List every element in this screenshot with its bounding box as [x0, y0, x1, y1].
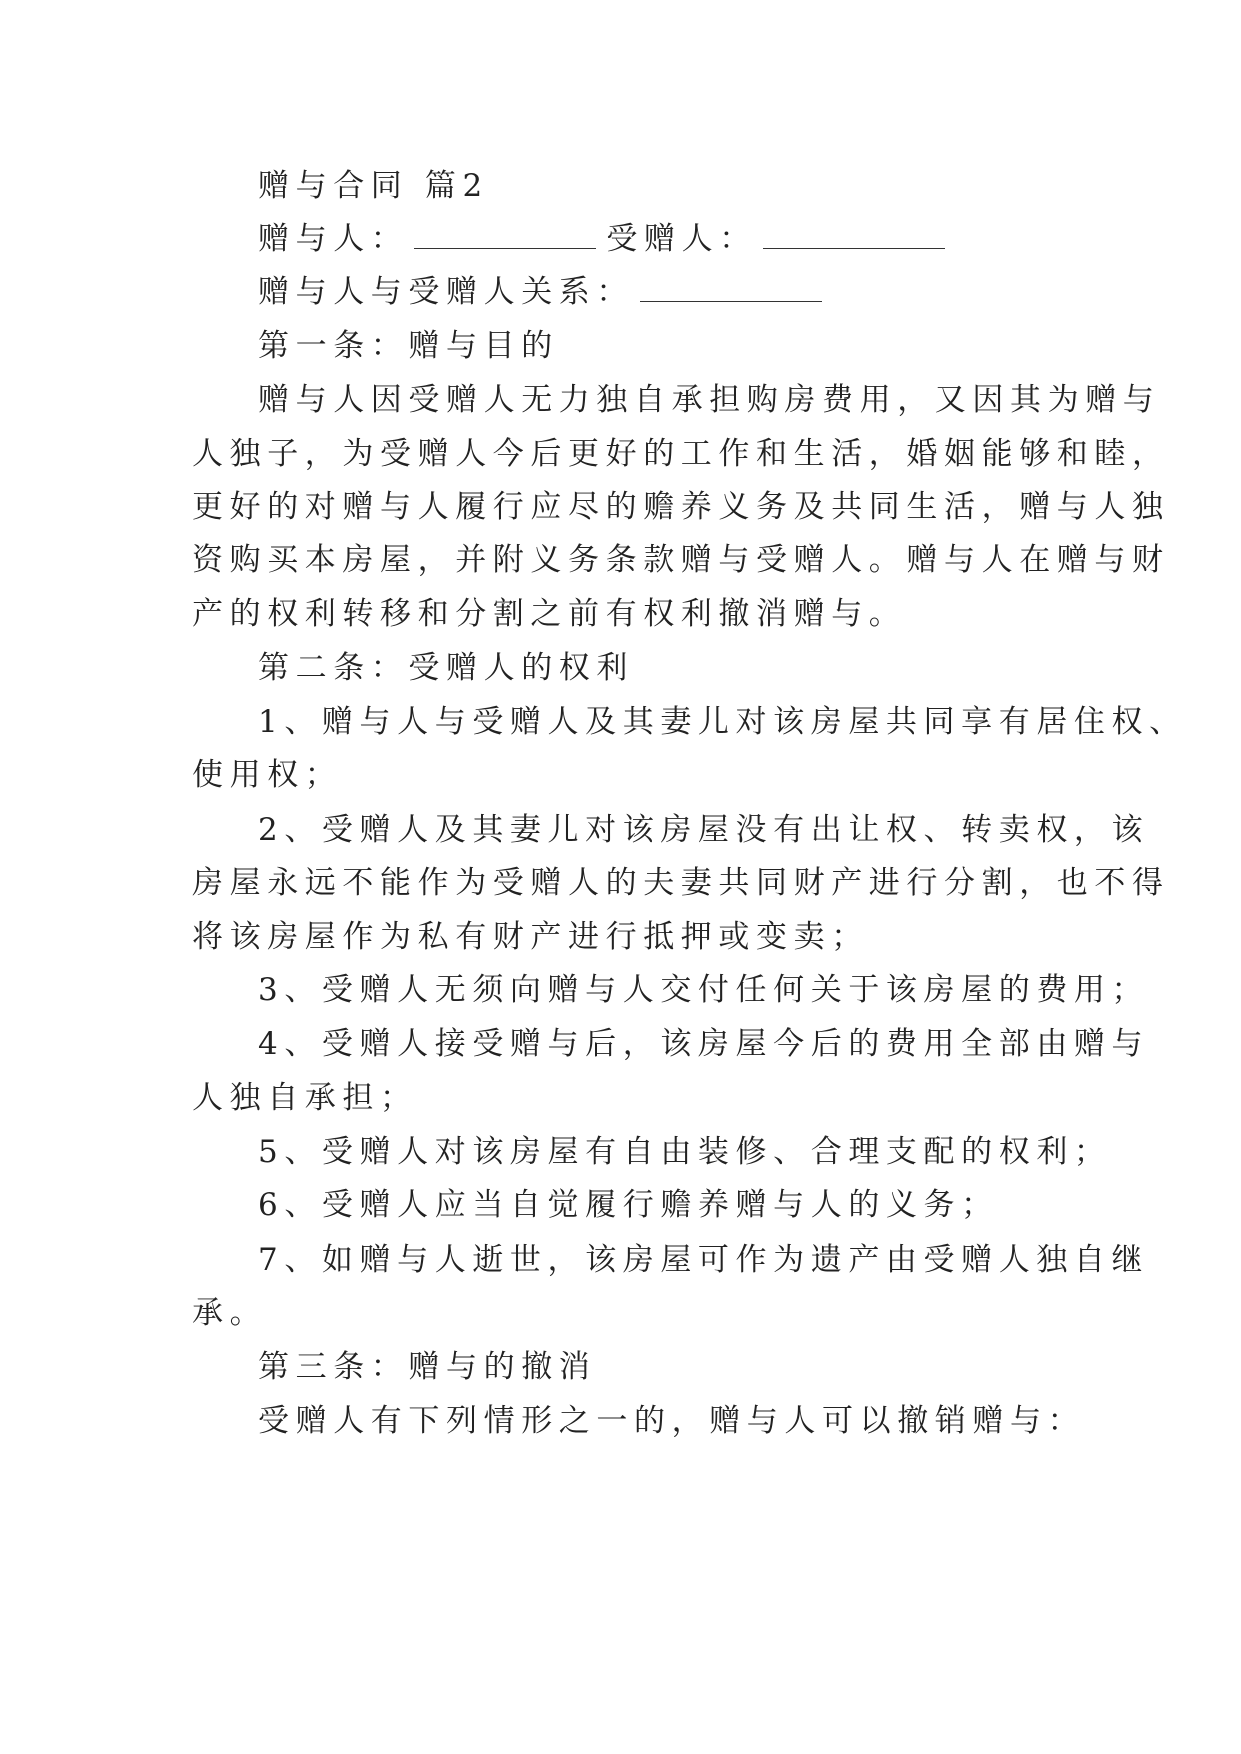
relation-label: 赠与人与受赠人关系：	[258, 274, 634, 310]
donor-label: 赠与人：	[258, 221, 409, 257]
article1-line: 资购买本房屋，并附义务条款赠与受赠人。赠与人在赠与财	[192, 542, 1170, 578]
donee-label: 受赠人：	[606, 221, 757, 257]
article2-item-line: 2、受赠人及其妻儿对该房屋没有出让权、转卖权，该	[258, 812, 1150, 848]
article2-item-line: 5、受赠人对该房屋有自由装修、合理支配的权利；	[258, 1134, 1112, 1170]
article2-item-line: 人独自承担；	[192, 1080, 418, 1116]
document-heading: 赠与合同 篇2	[258, 168, 489, 204]
article2-item-line: 7、如赠与人逝世，该房屋可作为遗产由受赠人独自继	[258, 1242, 1150, 1278]
article2-item-line: 6、受赠人应当自觉履行赡养赠与人的义务；	[258, 1187, 999, 1223]
relation-line	[258, 272, 822, 312]
article3-intro: 受赠人有下列情形之一的，赠与人可以撤销赠与：	[258, 1403, 1086, 1439]
article2-item-line: 3、受赠人无须向赠与人交付任何关于该房屋的费用；	[258, 972, 1150, 1008]
article1-title: 第一条：赠与目的	[258, 328, 559, 364]
donor-blank	[414, 220, 596, 249]
article2-item-line: 承。	[192, 1295, 268, 1331]
article2-item-line: 使用权；	[192, 757, 343, 793]
article2-item-line: 房屋永远不能作为受赠人的夫妻共同财产进行分割，也不得	[192, 865, 1170, 901]
article1-line: 更好的对赠与人履行应尽的赡养义务及共同生活，赠与人独	[192, 489, 1170, 525]
parties-line	[258, 219, 945, 259]
article1-line: 人独子，为受赠人今后更好的工作和生活，婚姻能够和睦，	[192, 436, 1170, 472]
article2-item-line: 将该房屋作为私有财产进行抵押或变卖；	[192, 919, 869, 955]
article3-title: 第三条：赠与的撤消	[258, 1349, 597, 1385]
donee-blank	[763, 220, 945, 249]
article2-title: 第二条：受赠人的权利	[258, 650, 634, 686]
relation-blank	[640, 273, 822, 302]
article1-line: 赠与人因受赠人无力独自承担购房费用，又因其为赠与	[258, 382, 1161, 418]
article2-item-line: 1、赠与人与受赠人及其妻儿对该房屋共同享有居住权、	[258, 704, 1187, 740]
article1-line: 产的权利转移和分割之前有权利撤消赠与。	[192, 596, 907, 632]
article2-item-line: 4、受赠人接受赠与后，该房屋今后的费用全部由赠与	[258, 1026, 1150, 1062]
